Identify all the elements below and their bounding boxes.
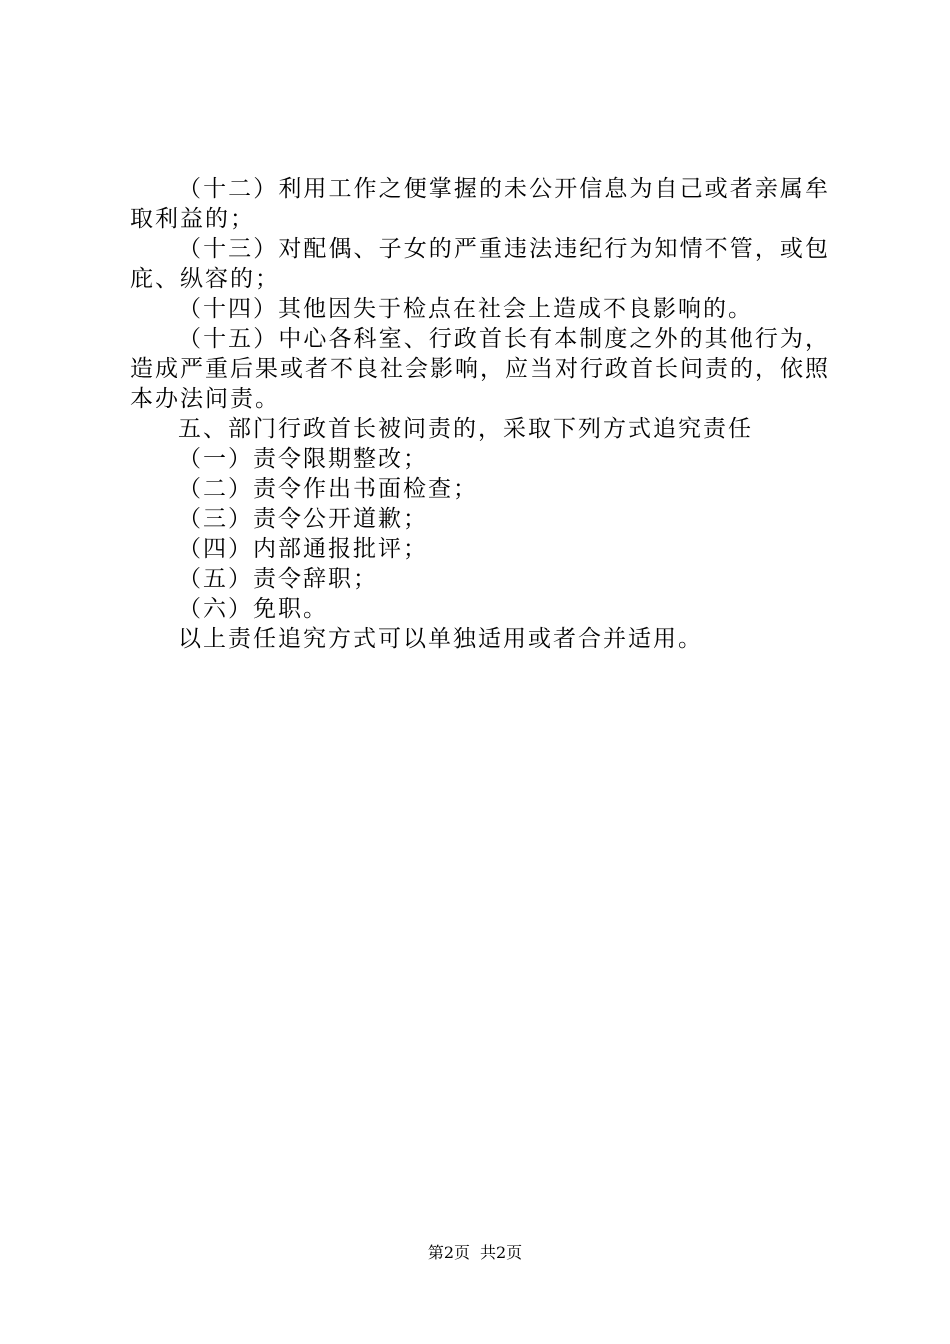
section-heading-five: 五、部门行政首长被问责的，采取下列方式追究责任 — [178, 416, 753, 442]
closing-paragraph: 以上责任追究方式可以单独适用或者合并适用。 — [178, 626, 703, 652]
paragraph-item-15: （十五）中心各科室、行政首长有本制度之外的其他行为，造成严重后果或者不良社会影响，应当对行政首长问责的，依照本办法问责。 — [130, 326, 830, 412]
measure-item-3: （三）责令公开道歉； — [178, 506, 428, 532]
measure-item-1: （一）责令限期整改； — [178, 446, 428, 472]
paragraph-item-12: （十二）利用工作之便掌握的未公开信息为自己或者亲属牟取利益的； — [130, 176, 830, 232]
page-number-total: 共2页 — [480, 1243, 523, 1262]
measure-item-4: （四）内部通报批评； — [178, 536, 428, 562]
document-body — [130, 174, 830, 654]
page-footer — [0, 1243, 950, 1263]
paragraph-item-13: （十三）对配偶、子女的严重违法违纪行为知情不管，或包庇、纵容的； — [130, 236, 830, 292]
measure-item-6: （六）免职。 — [178, 596, 328, 622]
paragraph-item-14: （十四）其他因失于检点在社会上造成不良影响的。 — [178, 296, 753, 322]
page-number-current: 第2页 — [427, 1243, 470, 1262]
measure-item-2: （二）责令作出书面检查； — [178, 476, 478, 502]
measure-item-5: （五）责令辞职； — [178, 566, 378, 592]
